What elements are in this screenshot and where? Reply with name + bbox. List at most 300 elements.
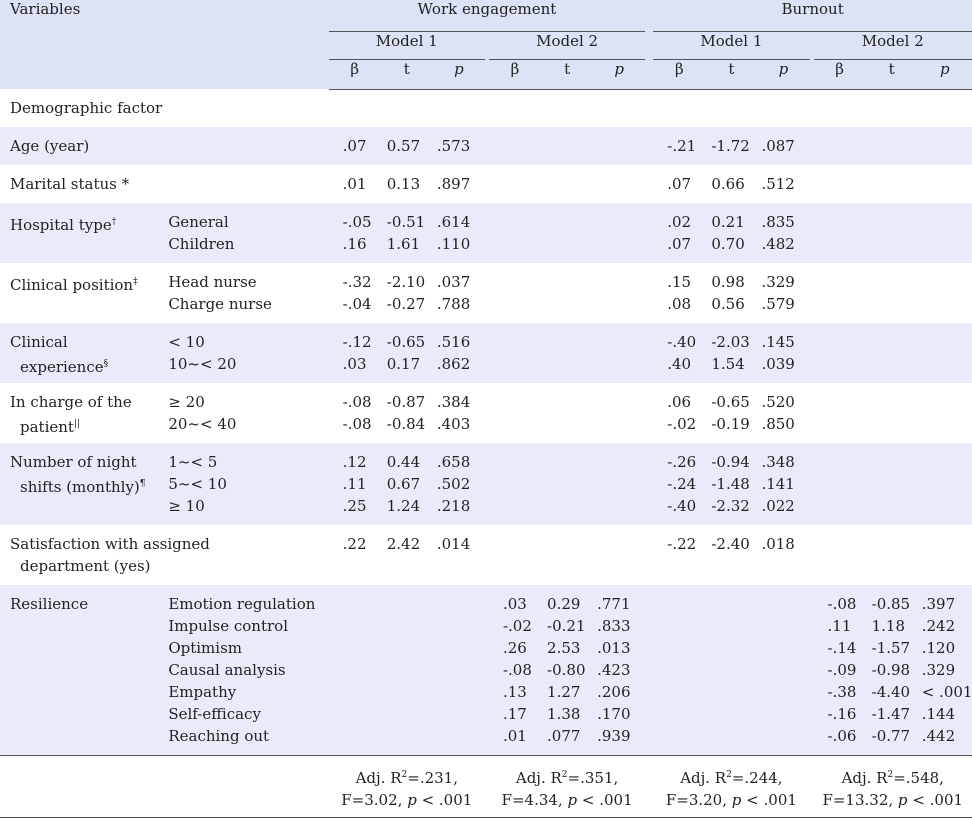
variable-name-cont: patient bbox=[20, 418, 74, 436]
variable-cell bbox=[0, 525, 210, 585]
variable-name: Resilience bbox=[10, 595, 89, 613]
stat-value: -0.94 bbox=[711, 453, 750, 471]
stat-value: 0.13 bbox=[386, 175, 421, 193]
we2-p-cell bbox=[593, 525, 645, 585]
stat-value: .397 bbox=[921, 595, 956, 613]
we1-beta-cell bbox=[329, 127, 381, 165]
level-cell bbox=[168, 89, 328, 127]
table-row bbox=[0, 443, 972, 525]
we1-t-cell bbox=[381, 203, 433, 263]
variable-cell bbox=[0, 263, 168, 323]
we2-beta-cell bbox=[489, 127, 541, 165]
variable-label bbox=[10, 211, 168, 233]
bo2-beta-cell bbox=[814, 203, 866, 263]
bo1-beta-cell bbox=[653, 383, 705, 443]
stat-value: .442 bbox=[921, 727, 956, 745]
variable-cell bbox=[0, 585, 168, 756]
work-engagement-header: Work engagement bbox=[329, 0, 646, 31]
stat-value: .25 bbox=[342, 497, 367, 515]
level-label: ≥ 20 bbox=[168, 393, 205, 411]
stat-value: .15 bbox=[667, 273, 692, 291]
bo1-t-cell bbox=[705, 89, 757, 127]
level-label bbox=[168, 135, 328, 157]
footnote-mark: ‡ bbox=[133, 277, 138, 287]
bo-model1-t-header: t bbox=[705, 59, 757, 89]
we2-beta-cell bbox=[489, 165, 541, 203]
we2-t-cell bbox=[541, 443, 593, 525]
bo2-t-cell bbox=[866, 263, 918, 323]
we2-t-cell bbox=[541, 263, 593, 323]
we1-t-cell bbox=[381, 127, 433, 165]
variable-label bbox=[10, 331, 168, 353]
stat-value: .12 bbox=[342, 453, 367, 471]
stat-value: -0.65 bbox=[711, 393, 750, 411]
stat-value: -1.57 bbox=[871, 639, 911, 657]
level-cell bbox=[168, 165, 328, 203]
variable-cell bbox=[0, 383, 168, 443]
stat-value: .939 bbox=[597, 727, 631, 745]
we2-t-cell bbox=[541, 89, 593, 127]
p-value: < .001 bbox=[746, 791, 797, 809]
we2-p-cell bbox=[593, 127, 645, 165]
bo1-p-cell bbox=[757, 585, 809, 756]
stat-value: .897 bbox=[436, 175, 471, 193]
bo1-t-cell bbox=[705, 383, 757, 443]
bo-model2-header: Model 2 bbox=[814, 31, 972, 59]
stat-value: -.02 bbox=[667, 415, 697, 433]
column-gap bbox=[645, 323, 653, 383]
fit-label-cell bbox=[0, 756, 329, 818]
stat-value: -0.51 bbox=[386, 213, 426, 231]
bo-model2-beta-header: β bbox=[814, 59, 866, 89]
stat-value: -.08 bbox=[342, 415, 372, 433]
bo2-p-cell bbox=[918, 585, 972, 756]
we2-p-cell bbox=[593, 203, 645, 263]
variable-name-cont: shifts (monthly) bbox=[20, 478, 140, 496]
we1-beta-cell bbox=[329, 165, 381, 203]
table-row bbox=[0, 323, 972, 383]
column-gap bbox=[645, 89, 653, 127]
level-label: 1~< 5 bbox=[168, 453, 218, 471]
variable-label-line2 bbox=[10, 353, 168, 375]
we-model2-beta-header: β bbox=[489, 59, 541, 89]
variable-cell bbox=[0, 165, 168, 203]
stat-value: -1.47 bbox=[871, 705, 911, 723]
we1-p-cell bbox=[433, 383, 485, 443]
variable-label bbox=[10, 533, 210, 555]
adj-r2 bbox=[489, 764, 645, 789]
we1-beta-cell bbox=[329, 585, 381, 756]
stat-value: 1.38 bbox=[547, 705, 581, 723]
model-fit-row bbox=[0, 756, 972, 818]
stat-value: .07 bbox=[667, 175, 692, 193]
bo2-p-cell bbox=[918, 323, 972, 383]
bo2-t-cell bbox=[866, 323, 918, 383]
f-stat bbox=[329, 789, 485, 811]
level-label: Empathy bbox=[168, 683, 237, 701]
f-value: F=3.20, bbox=[665, 791, 727, 809]
stat-value: -.05 bbox=[342, 213, 372, 231]
stat-value: .788 bbox=[436, 295, 471, 313]
bo2-p-cell bbox=[918, 89, 972, 127]
bo1-beta-cell bbox=[653, 525, 705, 585]
bo2-t-cell bbox=[866, 89, 918, 127]
f-value: F=4.34, bbox=[501, 791, 563, 809]
stat-value: -.32 bbox=[342, 273, 372, 291]
stat-value: .11 bbox=[342, 475, 367, 493]
variable-label-line2 bbox=[10, 473, 168, 495]
footnote-mark: ¶ bbox=[139, 479, 146, 489]
variable-name: Demographic factor bbox=[10, 99, 163, 117]
we-model1-header: Model 1 bbox=[329, 31, 485, 59]
stat-value: -2.10 bbox=[386, 273, 426, 291]
we2-beta-cell bbox=[489, 203, 541, 263]
bo1-p-cell bbox=[757, 383, 809, 443]
stat-value: .06 bbox=[667, 393, 692, 411]
we-model1-t-header: t bbox=[381, 59, 433, 89]
column-gap bbox=[645, 756, 653, 818]
level-label: Reaching out bbox=[168, 727, 270, 745]
stat-value: .07 bbox=[342, 137, 367, 155]
level-cell bbox=[168, 323, 328, 383]
level-label: Emotion regulation bbox=[168, 595, 316, 613]
stat-value: .850 bbox=[761, 415, 795, 433]
table-row bbox=[0, 89, 972, 127]
we1-t-cell bbox=[381, 89, 433, 127]
table-row bbox=[0, 383, 972, 443]
we1-beta-cell bbox=[329, 383, 381, 443]
stat-value: 0.17 bbox=[386, 355, 421, 373]
stat-value: .17 bbox=[502, 705, 527, 723]
level-cell bbox=[168, 127, 328, 165]
we1-beta-cell bbox=[329, 323, 381, 383]
stat-value: -.24 bbox=[667, 475, 697, 493]
bo1-p-cell bbox=[757, 525, 809, 585]
stat-value: .039 bbox=[761, 355, 795, 373]
bo2-t-cell bbox=[866, 443, 918, 525]
column-gap bbox=[645, 203, 653, 263]
stat-value: .077 bbox=[547, 727, 581, 745]
we1-p-cell bbox=[433, 89, 485, 127]
bo-model1-p-header: p bbox=[757, 59, 809, 89]
we2-beta-cell bbox=[489, 383, 541, 443]
f-value: F=13.32, bbox=[822, 791, 894, 809]
adj-value: =.244, bbox=[731, 769, 783, 787]
stat-value: 1.24 bbox=[386, 497, 421, 515]
stat-value: .144 bbox=[921, 705, 956, 723]
stat-value: -.38 bbox=[827, 683, 857, 701]
we1-t-cell bbox=[381, 443, 433, 525]
adj-r2 bbox=[329, 764, 485, 789]
stat-value: .403 bbox=[436, 415, 471, 433]
stat-value: .771 bbox=[597, 595, 631, 613]
stat-value: .013 bbox=[597, 639, 631, 657]
squared-mark: 2 bbox=[561, 770, 568, 780]
level-label: Causal analysis bbox=[168, 661, 286, 679]
bo2-p-cell bbox=[918, 165, 972, 203]
bo1-beta-cell bbox=[653, 127, 705, 165]
adj-value: =.548, bbox=[893, 769, 944, 787]
table-row bbox=[0, 127, 972, 165]
bo2-p-cell bbox=[918, 127, 972, 165]
table-row bbox=[0, 203, 972, 263]
bo2-beta-cell bbox=[814, 323, 866, 383]
stat-value: -2.32 bbox=[711, 497, 750, 515]
variable-label bbox=[10, 271, 168, 293]
stat-value: .26 bbox=[502, 639, 527, 657]
stat-value: -0.85 bbox=[871, 595, 911, 613]
bo2-t-cell bbox=[866, 383, 918, 443]
level-label: 5~< 10 bbox=[168, 475, 227, 493]
stat-value: 1.27 bbox=[547, 683, 581, 701]
we2-t-cell bbox=[541, 383, 593, 443]
we1-t-cell bbox=[381, 585, 433, 756]
level-label: < 10 bbox=[168, 333, 205, 351]
bo1-t-cell bbox=[705, 203, 757, 263]
stat-value: 0.44 bbox=[386, 453, 421, 471]
stat-value: -.40 bbox=[667, 333, 697, 351]
stat-value: .07 bbox=[667, 235, 692, 253]
p-value: < .001 bbox=[581, 791, 633, 809]
we2-beta-cell bbox=[489, 525, 541, 585]
we1-p-cell bbox=[433, 165, 485, 203]
adj-label: Adj. R bbox=[515, 769, 562, 787]
stat-value: .206 bbox=[597, 683, 631, 701]
header-gap bbox=[645, 59, 653, 89]
level-label: 20~< 40 bbox=[168, 415, 237, 433]
variables-header: Variables bbox=[10, 0, 81, 18]
variable-name-cont: department (yes) bbox=[20, 557, 151, 575]
we1-p-cell bbox=[433, 203, 485, 263]
stat-value: -.04 bbox=[342, 295, 372, 313]
adj-label: Adj. R bbox=[355, 769, 402, 787]
bo2-beta-cell bbox=[814, 525, 866, 585]
stat-value: .242 bbox=[921, 617, 956, 635]
stat-value: .835 bbox=[761, 213, 795, 231]
variable-cell bbox=[0, 89, 168, 127]
stat-value: 0.57 bbox=[386, 137, 421, 155]
stat-value: .087 bbox=[761, 137, 795, 155]
stat-value: .502 bbox=[436, 475, 471, 493]
stat-value: -.16 bbox=[827, 705, 857, 723]
footnote-mark: || bbox=[73, 419, 81, 429]
stat-value: .170 bbox=[597, 705, 631, 723]
bo1-t-cell bbox=[705, 525, 757, 585]
we2-p-cell bbox=[593, 585, 645, 756]
level-label: Children bbox=[168, 235, 235, 253]
stat-value: .145 bbox=[761, 333, 795, 351]
bo1-p-cell bbox=[757, 89, 809, 127]
stat-value: -.08 bbox=[502, 661, 532, 679]
bo-model2-p-header: p bbox=[918, 59, 972, 89]
adj-value: =.351, bbox=[567, 769, 619, 787]
variable-label bbox=[10, 173, 168, 195]
bo2-beta-cell bbox=[814, 127, 866, 165]
stat-value: .08 bbox=[667, 295, 692, 313]
stat-value: -0.98 bbox=[871, 661, 911, 679]
stat-value: .423 bbox=[597, 661, 631, 679]
level-label: Impulse control bbox=[168, 617, 288, 635]
table-row bbox=[0, 525, 972, 585]
level-cell bbox=[168, 263, 328, 323]
stat-value: -1.48 bbox=[711, 475, 750, 493]
we2-p-cell bbox=[593, 263, 645, 323]
level-label bbox=[168, 173, 328, 195]
stat-value: .833 bbox=[597, 617, 631, 635]
bo2-beta-cell bbox=[814, 165, 866, 203]
stat-value: .01 bbox=[342, 175, 367, 193]
column-gap bbox=[645, 383, 653, 443]
squared-mark: 2 bbox=[401, 770, 408, 780]
variable-label bbox=[10, 97, 168, 119]
column-gap bbox=[645, 443, 653, 525]
variable-cell bbox=[0, 203, 168, 263]
stat-value: -0.19 bbox=[711, 415, 750, 433]
column-gap bbox=[645, 165, 653, 203]
we-model2-t-header: t bbox=[541, 59, 593, 89]
level-label: Optimism bbox=[168, 639, 242, 657]
bo1-beta-cell bbox=[653, 443, 705, 525]
bo2-t-cell bbox=[866, 165, 918, 203]
adj-label: Adj. R bbox=[841, 769, 888, 787]
f-stat bbox=[653, 789, 809, 811]
we1-beta-cell bbox=[329, 263, 381, 323]
we1-p-cell bbox=[433, 323, 485, 383]
stat-value: 0.29 bbox=[547, 595, 581, 613]
column-gap bbox=[645, 585, 653, 756]
bo1-t-cell bbox=[705, 585, 757, 756]
header-row-groups bbox=[0, 0, 972, 31]
stat-value: -0.27 bbox=[386, 295, 426, 313]
stat-value: .141 bbox=[761, 475, 795, 493]
stat-value: -.08 bbox=[827, 595, 857, 613]
we2-t-cell bbox=[541, 525, 593, 585]
variable-name-cont: experience bbox=[20, 358, 104, 376]
bo1-p-cell bbox=[757, 165, 809, 203]
we-model1-p-header: p bbox=[433, 59, 485, 89]
stat-value: -.22 bbox=[667, 535, 697, 553]
footnote-mark: † bbox=[111, 217, 117, 227]
bo2-p-cell bbox=[918, 443, 972, 525]
burnout-header: Burnout bbox=[653, 0, 972, 31]
bo1-t-cell bbox=[705, 443, 757, 525]
we1-t-cell bbox=[381, 525, 433, 585]
bo1-p-cell bbox=[757, 263, 809, 323]
bo2-t-cell bbox=[866, 525, 918, 585]
stat-value: .022 bbox=[761, 497, 795, 515]
variable-name: In charge of the bbox=[10, 393, 132, 411]
we1-beta-cell bbox=[329, 443, 381, 525]
we2-p-cell bbox=[593, 89, 645, 127]
we2-p-cell bbox=[593, 165, 645, 203]
stat-value: -.14 bbox=[827, 639, 857, 657]
table-row bbox=[0, 585, 972, 756]
bo1-t-cell bbox=[705, 263, 757, 323]
column-gap bbox=[645, 263, 653, 323]
bo1-t-cell bbox=[705, 165, 757, 203]
stat-value: -2.03 bbox=[711, 333, 750, 351]
we2-beta-cell bbox=[489, 89, 541, 127]
bo1-beta-cell bbox=[653, 323, 705, 383]
stat-value: .03 bbox=[502, 595, 527, 613]
adj-r2 bbox=[814, 764, 972, 789]
stat-value: -.08 bbox=[342, 393, 372, 411]
variable-name: Hospital type bbox=[10, 216, 112, 234]
stat-value: 2.53 bbox=[547, 639, 581, 657]
stat-value: .01 bbox=[502, 727, 527, 745]
level-cell bbox=[168, 443, 328, 525]
we2-t-cell bbox=[541, 585, 593, 756]
bo2-beta-cell bbox=[814, 383, 866, 443]
stat-value: -0.65 bbox=[386, 333, 426, 351]
we1-beta-cell bbox=[329, 525, 381, 585]
f-stat bbox=[814, 789, 972, 811]
adj-value: =.231, bbox=[407, 769, 458, 787]
bo2-beta-cell bbox=[814, 263, 866, 323]
variable-cell bbox=[0, 127, 168, 165]
stat-value: .384 bbox=[436, 393, 471, 411]
squared-mark: 2 bbox=[887, 770, 894, 780]
column-gap bbox=[645, 525, 653, 585]
stat-value: 0.98 bbox=[711, 273, 745, 291]
level-label: ≥ 10 bbox=[168, 497, 205, 515]
stat-value: -.06 bbox=[827, 727, 857, 745]
we-model2-p-header: p bbox=[593, 59, 645, 89]
stat-value: -.21 bbox=[667, 137, 697, 155]
stat-value: .348 bbox=[761, 453, 795, 471]
stat-value: 1.54 bbox=[711, 355, 745, 373]
we2-t-cell bbox=[541, 323, 593, 383]
level-cell bbox=[168, 585, 328, 756]
stat-value: -.02 bbox=[502, 617, 532, 635]
stat-value: -0.84 bbox=[386, 415, 426, 433]
bo1-beta-cell bbox=[653, 263, 705, 323]
variable-name: Clinical bbox=[10, 333, 68, 351]
stat-value: 0.70 bbox=[711, 235, 745, 253]
variable-name: Clinical position bbox=[10, 276, 134, 294]
variable-name: Age (year) bbox=[10, 137, 90, 155]
stat-value: .120 bbox=[921, 639, 956, 657]
stat-value: .110 bbox=[436, 235, 471, 253]
stat-value: .13 bbox=[502, 683, 527, 701]
p-label: p bbox=[567, 791, 578, 809]
stat-value: .02 bbox=[667, 213, 692, 231]
bo1-p-cell bbox=[757, 127, 809, 165]
stat-value: .614 bbox=[436, 213, 471, 231]
stat-value: -0.21 bbox=[547, 617, 586, 635]
stat-value: .218 bbox=[436, 497, 471, 515]
stat-value: .037 bbox=[436, 273, 471, 291]
stat-value: .329 bbox=[921, 661, 956, 679]
f-value: F=3.02, bbox=[341, 791, 403, 809]
bo2-model-fit bbox=[814, 756, 972, 818]
bo1-beta-cell bbox=[653, 203, 705, 263]
variable-name: Marital status * bbox=[10, 175, 130, 193]
stat-value: 0.21 bbox=[711, 213, 745, 231]
stat-value: .573 bbox=[436, 137, 471, 155]
stat-value: .014 bbox=[436, 535, 471, 553]
f-stat bbox=[489, 789, 645, 811]
we2-p-cell bbox=[593, 323, 645, 383]
level-label: Self-efficacy bbox=[168, 705, 261, 723]
squared-mark: 2 bbox=[726, 770, 732, 780]
bo2-beta-cell bbox=[814, 443, 866, 525]
variable-cell bbox=[0, 443, 168, 525]
we1-t-cell bbox=[381, 383, 433, 443]
stat-value: .482 bbox=[761, 235, 795, 253]
stat-value: 0.66 bbox=[711, 175, 745, 193]
we2-beta-cell bbox=[489, 263, 541, 323]
